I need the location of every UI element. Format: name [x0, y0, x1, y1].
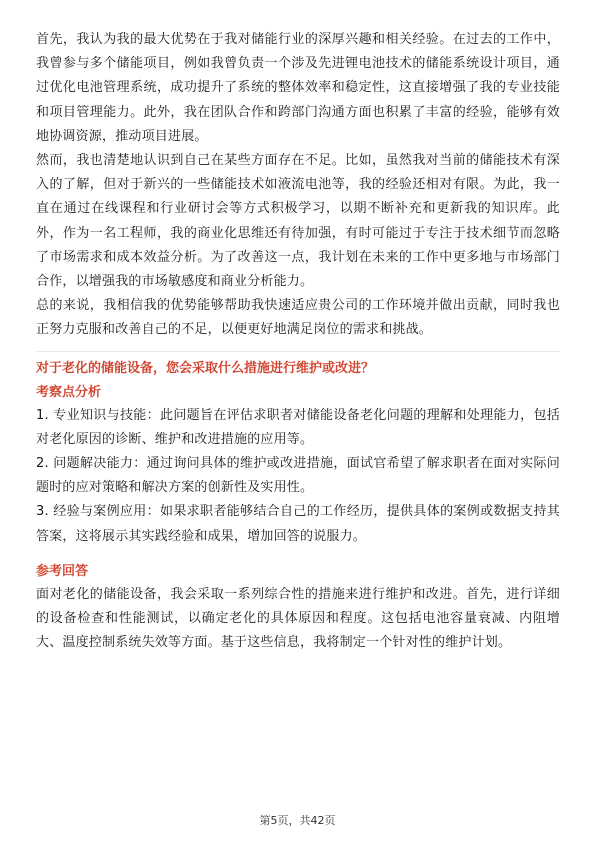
page-number: 第5页，共42页 [259, 814, 336, 827]
document-body [36, 28, 560, 655]
answer-paragraph: 面对老化的储能设备，我会采取一系列综合性的措施来进行维护和改进。首先，进行详细的设备检查和性能测试，以确定老化的具体原因和程度。这包括电池容量衰减、内阻增大、温度控制系统失效等方面。基于这些信息，我将制定一个针对性的维护计划。 [36, 586, 560, 651]
answer-heading: 参考回答 [36, 563, 89, 579]
intro-paragraph-2: 然而，我也清楚地认识到自己在某些方面存在不足。比如，虽然我对当前的储能技术有深入的了解，但对于新兴的一些储能技术如液流电池等，我的经验还相对有限。为此，我一直在通过在线课程和行业研讨会等方式积极学习，以期不断补充和更新我的知识库。此外，作为一名工程师，我的商业化思维还有待加强，有时可能过于专注于技术细节而忽略了市场需求和成本效益分析。为了改善这一点，我计划在未来的工作中更多地与市场部门合作，以增强我的市场敏感度和商业分析能力。 [36, 153, 560, 290]
interview-question: 对于老化的储能设备，您会采取什么措施进行维护或改进？ [36, 360, 375, 376]
intro-paragraph-3: 总的来说，我相信我的优势能够帮助我快速适应贵公司的工作环境并做出贡献，同时我也正努力克服和改善自己的不足，以便更好地满足岗位的需求和挑战。 [36, 298, 560, 338]
analysis-item-2: 2. 问题解决能力：通过询问具体的维护或改进措施，面试官希望了解求职者在面对实际问题时的应对策略和解决方案的创新性及实用性。 [36, 456, 560, 496]
analysis-item-1: 1. 专业知识与技能：此问题旨在评估求职者对储能设备老化问题的理解和处理能力，包括对老化原因的诊断、维护和改进措施的应用等。 [36, 407, 560, 447]
analysis-item-3: 3. 经验与案例应用：如果求职者能够结合自己的工作经历，提供具体的案例或数据支持其答案，这将展示其实践经验和成果，增加回答的说服力。 [36, 504, 560, 544]
intro-paragraph-1: 首先，我认为我的最大优势在于我对储能行业的深厚兴趣和相关经验。在过去的工作中，我曾参与多个储能项目，例如我曾负责一个涉及先进锂电池技术的储能系统设计项目，通过优化电池管理系统，成功提升了系统的整体效率和稳定性，这直接增强了我的专业技能和项目管理能力。此外，我在团队合作和跨部门沟通方面也积累了丰富的经验，能够有效地协调资源，推动项目进展。 [36, 32, 560, 144]
analysis-heading: 考察点分析 [36, 384, 102, 400]
section-divider [36, 351, 560, 352]
